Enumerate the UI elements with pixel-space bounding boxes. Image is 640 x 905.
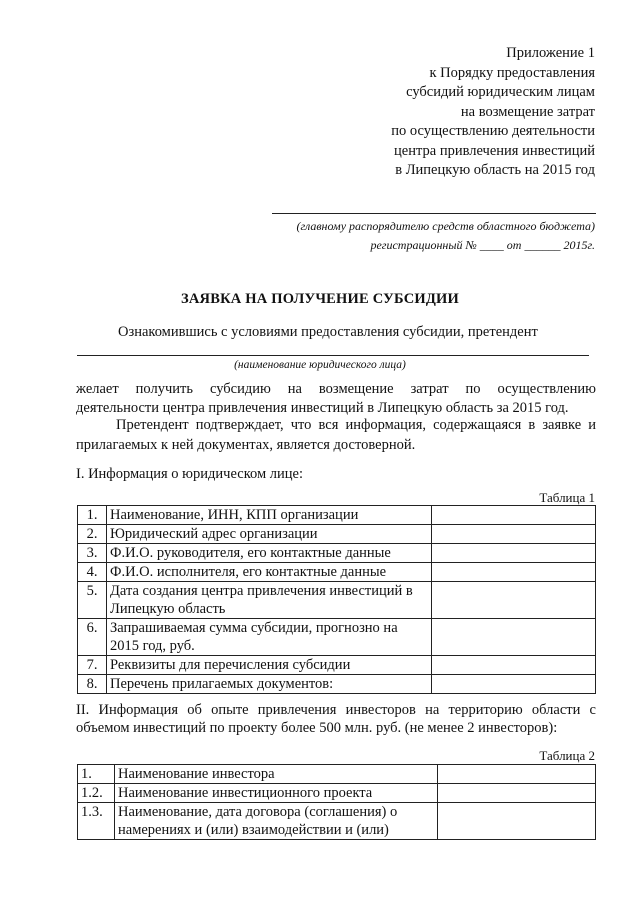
section1-heading: I. Информация о юридическом лице: [76, 466, 303, 482]
table-row [78, 506, 596, 525]
page-title: ЗАЯВКА НА ПОЛУЧЕНИЕ СУБСИДИИ [181, 291, 459, 307]
registration-number: регистрационный № ____ от ______ 2015г. [370, 238, 595, 252]
addressee-blank-line [272, 213, 596, 214]
table-2 [77, 764, 596, 840]
table-row [78, 656, 596, 675]
appendix-line: к Порядку предоставления [429, 64, 595, 81]
row-label: Ф.И.О. исполнителя, его контактные данные [107, 563, 432, 582]
row-number: 2. [78, 525, 107, 544]
row-label: Наименование, дата договора (соглашения) о намерениях и (или) взаимодействии и (или) [115, 803, 438, 840]
desire-line-1: желает получить субсидию на возмещение затрат по осуществлению [76, 381, 596, 397]
row-value-cell[interactable] [432, 582, 596, 619]
row-value-cell[interactable] [432, 656, 596, 675]
applicant-note: (наименование юридического лица) [234, 359, 406, 371]
table-row [78, 803, 596, 840]
table-row [78, 525, 596, 544]
table-row [78, 544, 596, 563]
row-value-cell[interactable] [438, 803, 596, 840]
applicant-blank-line [77, 355, 589, 356]
appendix-header [391, 44, 595, 181]
row-label: Наименование инвестора [115, 765, 438, 784]
row-value-cell[interactable] [438, 784, 596, 803]
row-number: 7. [78, 656, 107, 675]
appendix-line: центра привлечения инвестиций [394, 142, 595, 159]
table2-caption: Таблица 2 [539, 748, 595, 763]
row-value-cell[interactable] [432, 675, 596, 694]
desire-line-2: деятельности центра привлечения инвестиций в Липецкую область за 2015 год. [76, 400, 569, 416]
table-row [78, 563, 596, 582]
table-1 [77, 505, 596, 694]
appendix-line: субсидий юридическим лицам [406, 84, 595, 100]
row-number: 1. [78, 506, 107, 525]
row-value-cell[interactable] [432, 619, 596, 656]
row-number: 1. [78, 765, 115, 784]
row-number: 8. [78, 675, 107, 694]
confirm-line-2: прилагаемых к ней документах, является достоверной. [76, 437, 416, 453]
table1-caption: Таблица 1 [539, 490, 595, 505]
table-row [78, 619, 596, 656]
appendix-line: на возмещение затрат [460, 103, 595, 120]
confirm-line-1: Претендент подтверждает, что вся информация, содержащаяся в заявке и [116, 417, 596, 433]
row-label: Юридический адрес организации [107, 525, 432, 544]
row-value-cell[interactable] [432, 544, 596, 563]
row-number: 6. [78, 619, 107, 656]
appendix-line: по осуществлению деятельности [391, 123, 595, 139]
row-value-cell[interactable] [432, 506, 596, 525]
table-row [78, 784, 596, 803]
row-number: 3. [78, 544, 107, 563]
row-label: Дата создания центра привлечения инвестиций в Липецкую область [107, 582, 432, 619]
row-label: Запрашиваемая сумма субсидии, прогнозно на 2015 год, руб. [107, 619, 432, 656]
row-number: 1.3. [78, 803, 115, 840]
row-label: Ф.И.О. руководителя, его контактные данные [107, 544, 432, 563]
row-label: Перечень прилагаемых документов: [107, 675, 432, 694]
appendix-line: Приложение 1 [506, 45, 595, 61]
appendix-line: в Липецкую область на 2015 год [395, 162, 595, 178]
row-value-cell[interactable] [432, 563, 596, 582]
addressee-note: (главному распорядителю средств областного бюджета) [296, 219, 595, 233]
row-value-cell[interactable] [438, 765, 596, 784]
row-label: Наименование инвестиционного проекта [115, 784, 438, 803]
table-row [78, 675, 596, 694]
intro-text: Ознакомившись с условиями предоставления субсидии, претендент [118, 324, 538, 340]
row-number: 4. [78, 563, 107, 582]
section2-heading-line-1: II. Информация об опыте привлечения инвесторов на территорию области с [76, 702, 596, 718]
row-label: Реквизиты для перечисления субсидии [107, 656, 432, 675]
section2-heading-line-2: объемом инвестиций по проекту более 500 млн. руб. (не менее 2 инвесторов): [76, 720, 558, 736]
row-label: Наименование, ИНН, КПП организации [107, 506, 432, 525]
row-number: 5. [78, 582, 107, 619]
table-row [78, 582, 596, 619]
row-value-cell[interactable] [432, 525, 596, 544]
table-row [78, 765, 596, 784]
row-number: 1.2. [78, 784, 115, 803]
